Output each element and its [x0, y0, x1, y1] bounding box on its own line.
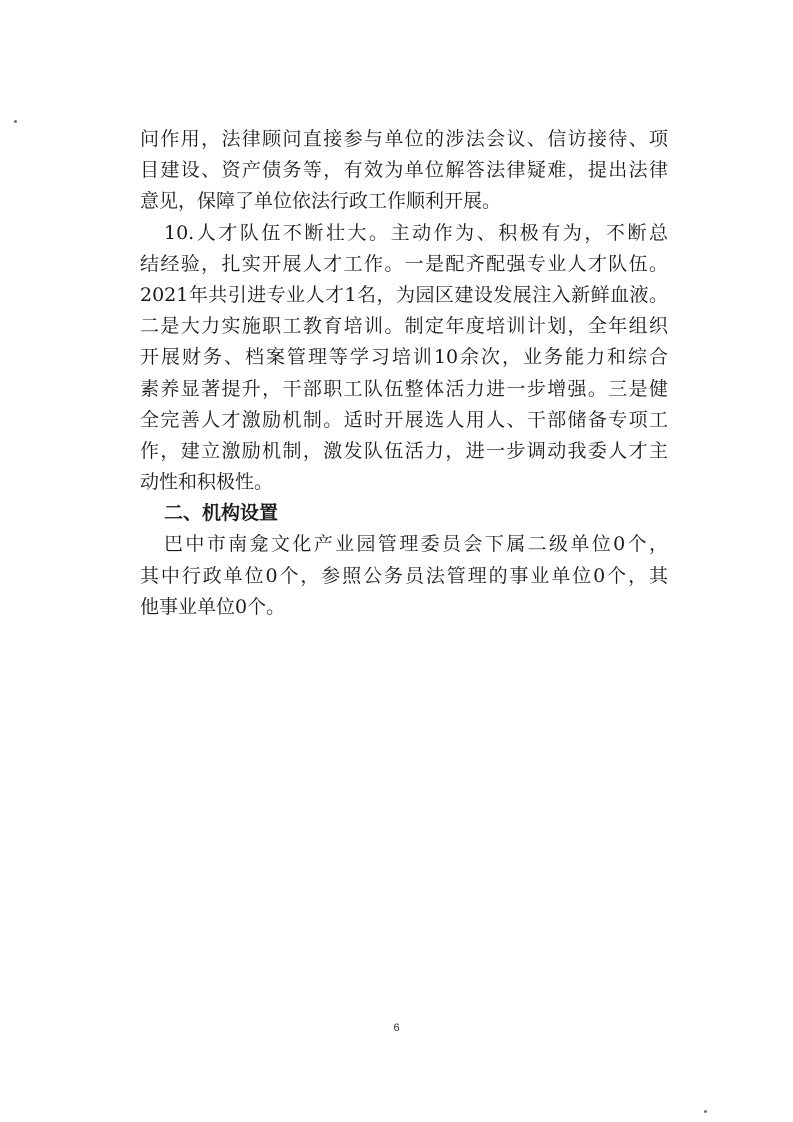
paragraph-talent-team	[140, 218, 668, 499]
scan-speck	[14, 120, 17, 123]
paragraph-institution-setup	[140, 529, 668, 623]
text-line: 他事业单位0个。	[140, 595, 286, 618]
page-number: 6	[393, 1022, 400, 1034]
text-line: 开展财务、档案管理等学习培训10余次，业务能力和综合	[140, 346, 668, 369]
text-line: 作，建立激励机制，激发队伍活力，进一步调动我委人才主	[140, 439, 668, 462]
scan-speck	[704, 1110, 707, 1113]
text-line: 目建设、资产债务等，有效为单位解答法律疑难，提出法律	[140, 159, 668, 182]
text-line: 动性和积极性。	[140, 471, 274, 494]
section-heading: 二、机构设置	[164, 502, 279, 525]
text-line: 二是大力实施职工教育培训。制定年度培训计划，全年组织	[140, 315, 668, 338]
text-line: 其中行政单位0个，参照公务员法管理的事业单位0个，其	[140, 564, 668, 587]
text-line: 全完善人才激励机制。适时开展选人用人、干部储备专项工	[140, 408, 668, 431]
text-line: 巴中市南龛文化产业园管理委员会下属二级单位0个，	[164, 533, 668, 556]
paragraph-legal-advisor	[140, 124, 668, 218]
text-line: 意见，保障了单位依法行政工作顺利开展。	[140, 190, 502, 213]
text-line: 问作用，法律顾问直接参与单位的涉法会议、信访接待、项	[140, 128, 668, 150]
body-text	[140, 124, 668, 623]
text-line: 结经验，扎实开展人才工作。一是配齐配强专业人才队伍。	[140, 252, 668, 275]
text-line: 10.人才队伍不断壮大。主动作为、积极有为，不断总	[164, 221, 668, 244]
text-line: 素养显著提升，干部职工队伍整体活力进一步增强。三是健	[140, 377, 668, 400]
text-line: 2021年共引进专业人才1名，为园区建设发展注入新鲜血液。	[140, 283, 668, 306]
